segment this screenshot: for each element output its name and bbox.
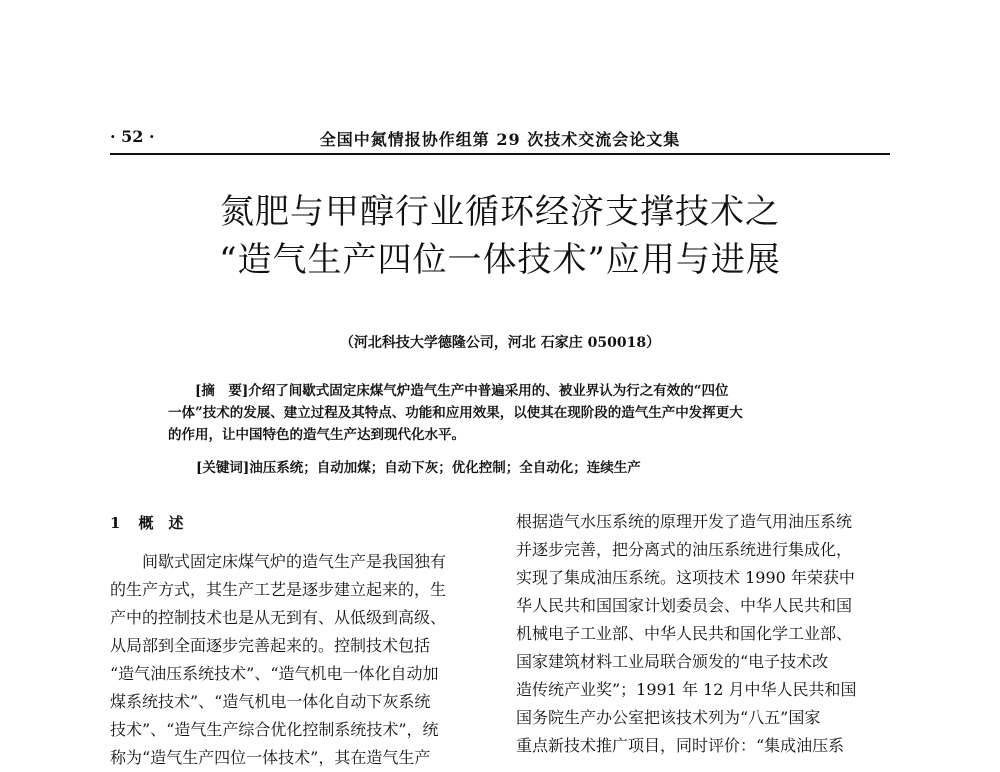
- header-rule: [110, 153, 890, 155]
- left-line: 技术”、“造气生产综合优化控制系统技术”，统: [110, 720, 439, 739]
- right-line: 机械电子工业部、中华人民共和国化学工业部、: [516, 624, 853, 643]
- running-title: 全国中氮情报协作组第 29 次技术交流会论文集: [319, 130, 681, 149]
- left-line: 称为“造气生产四位一体技术”，其在造气生产: [110, 748, 431, 767]
- paper-title: [0, 188, 1000, 284]
- abstract-line-2: 一体”技术的发展、建立过程及其特点、功能和应用效果，以使其在现阶段的造气生产中发挥更大: [168, 405, 743, 421]
- left-column: [110, 548, 490, 772]
- right-line: 根据造气水压系统的原理开发了造气用油压系统: [516, 512, 853, 531]
- abstract-line-1: 介绍了间歇式固定床煤气炉造气生产中普遍采用的、被业界认为行之有效的“四位: [248, 383, 729, 399]
- keywords-label: [关键词]: [196, 460, 250, 476]
- title-line-1: 氮肥与甲醇行业循环经济支撑技术之: [220, 192, 780, 232]
- abstract-label: [摘 要]: [195, 383, 249, 399]
- title-line-2: “造气生产四位一体技术”应用与进展: [219, 240, 781, 280]
- right-line: 实现了集成油压系统。这项技术 1990 年荣获中: [516, 568, 855, 587]
- left-line: “造气油压系统技术”、“造气机电一体化自动加: [110, 664, 439, 683]
- left-line: 间歇式固定床煤气炉的造气生产是我国独有: [142, 552, 447, 571]
- left-line: 从局部到全面逐步完善起来的。控制技术包括: [110, 636, 431, 655]
- right-line: 国家建筑材料工业局联合颁发的“电子技术改: [516, 652, 829, 671]
- keywords: [196, 456, 836, 476]
- section-number: 1: [110, 514, 121, 532]
- right-line: 造传统产业奖”；1991 年 12 月中华人民共和国: [516, 680, 857, 699]
- keywords-text: 油压系统；自动加煤；自动下灰；优化控制；全自动化；连续生产: [249, 460, 641, 476]
- affiliation: （河北科技大学德隆公司，河北 石家庄 050018）: [339, 335, 661, 351]
- right-line: 华人民共和国国家计划委员会、中华人民共和国: [516, 596, 853, 615]
- left-line: 产中的控制技术也是从无到有、从低级到高级、: [110, 608, 447, 627]
- section-title: 概 述: [138, 514, 184, 532]
- right-line: 国务院生产办公室把该技术列为“八五”国家: [516, 708, 821, 727]
- right-line: 重点新技术推广项目，同时评价：“集成油压系: [516, 736, 845, 755]
- page-number: · 52 ·: [110, 127, 155, 146]
- right-line: 并逐步完善，把分离式的油压系统进行集成化，: [516, 540, 853, 559]
- left-line: 煤系统技术”、“造气机电一体化自动下灰系统: [110, 692, 431, 711]
- section-heading: [110, 512, 201, 533]
- abstract-line-3: 的作用，让中国特色的造气生产达到现代化水平。: [168, 427, 465, 443]
- left-line: 的生产方式，其生产工艺是逐步建立起来的，生: [110, 580, 447, 599]
- abstract: [168, 380, 840, 446]
- right-column: [516, 508, 896, 760]
